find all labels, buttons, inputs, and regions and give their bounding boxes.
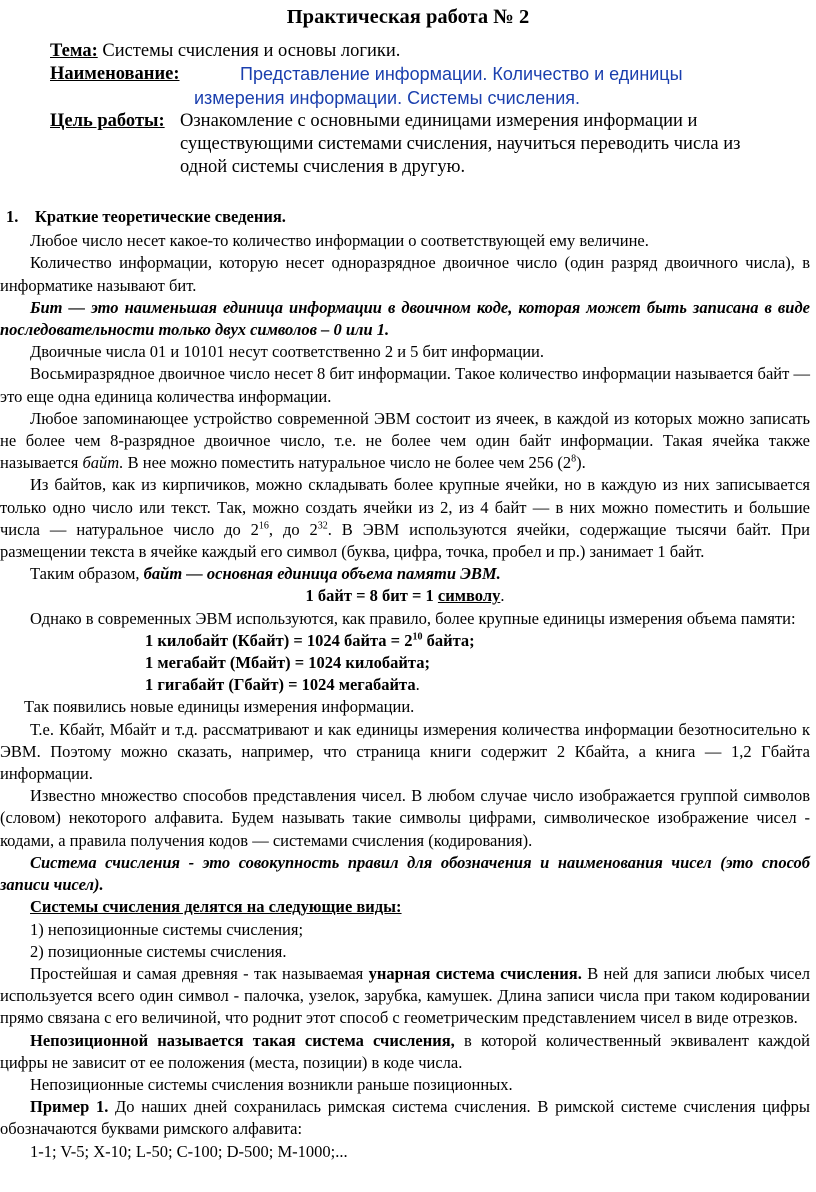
topic-line	[50, 40, 400, 62]
paragraph: Любое число несет какое-то количество информации о соответствующей ему величине.	[30, 231, 649, 251]
topic-value: Системы счисления и основы логики.	[102, 41, 401, 61]
text-run: Простейшая и самая древняя - так называемая	[30, 963, 369, 983]
text-run: байт.	[82, 453, 124, 473]
paragraph	[0, 474, 816, 563]
paragraph: Количество информации, которую несет одноразрядное двоичное число (один разряд двоичного числа), в информатике называют бит.	[0, 253, 810, 295]
goal-line2: существующими системами счисления, научиться переводить числа из	[180, 134, 741, 154]
paragraph: Однако в современных ЭВМ используются, как правило, более крупные единицы измерения объема памяти:	[30, 608, 796, 628]
section-title: Краткие теоретические сведения.	[34, 207, 286, 226]
text-run: байт — основная единица объема памяти ЭВМ.	[143, 564, 501, 584]
text-run: байта;	[422, 630, 475, 650]
text-run: в которой количественный эквивалент каждой цифры не зависит от ее положения (места, позиции) в коде числа.	[0, 1030, 810, 1072]
formula-gigabyte	[0, 674, 816, 696]
page-title: Практическая работа № 2	[286, 6, 530, 28]
text-run: Непозиционной называется такая система счисления,	[30, 1030, 455, 1050]
superscript: 16	[258, 520, 269, 532]
text-run: символу	[437, 586, 501, 606]
goal-line1: Ознакомление с основными единицами измерения информации и	[180, 111, 698, 131]
byte-equation	[0, 585, 816, 607]
formula-megabyte: 1 мегабайт (Мбайт) = 1024 килобайта;	[145, 653, 430, 673]
text-run: 1 байт = 8 бит = 1	[305, 586, 438, 606]
paragraph: 1-1; V-5; X-10; L-50; C-100; D-500; M-1000;...	[30, 1141, 348, 1161]
section-number: 1.	[6, 207, 19, 226]
text-run: Любое запоминающее устройство современной ЭВМ состоит из ячеек, в каждой из которых можно записать не более чем 8-разрядное двоичное число, т.е. не более чем один байт информации. Такая ячейка также называется	[0, 408, 810, 473]
paragraph	[0, 963, 816, 1030]
topic-label: Тема:	[50, 41, 98, 61]
document-body	[0, 206, 816, 1163]
goal-line3: одной системы счисления в другую.	[180, 157, 466, 177]
paragraph	[0, 1030, 816, 1074]
text-run: .	[415, 675, 420, 695]
text-run: унарная система счисления.	[368, 963, 582, 983]
text-run: Таким образом,	[30, 564, 144, 584]
text-run: Из байтов, как из кирпичиков, можно складывать более крупные ячейки, но в каждую из них записывается только одно число или текст. Так, можно создать ячейки из 2, из 4 байт — в них можно поместить и большие числа — натуральное число до 2	[0, 475, 810, 539]
goal-label: Цель работы:	[50, 111, 165, 131]
paragraph	[0, 563, 816, 585]
formula-kilobyte	[0, 630, 816, 652]
superscript: 32	[317, 520, 328, 532]
paragraph	[0, 408, 816, 475]
bit-definition: Бит — это наименьшая единица информации в двоичном коде, которая может быть записана в виде последовательности только двух символов – 0 или 1.	[0, 297, 810, 340]
text-run: 1 килобайт (Кбайт) = 1024 байта = 2	[145, 630, 413, 650]
name-line	[50, 63, 180, 85]
paragraph: Так появились новые единицы измерения информации.	[24, 697, 415, 717]
text-run: В ней для записи любых чисел используется всего один символ - палочка, узелок, зарубка, камушек. Длина записи числа при таком кодировании прямо связана с его величиной, что роднит этот способ с геометрическим представлением чисел в виде отрезков.	[0, 963, 810, 1028]
superscript: 8	[571, 453, 577, 465]
name-label: Наименование:	[50, 64, 180, 84]
text-run: В нее можно поместить натуральное число не более чем 256 (2	[123, 453, 572, 473]
name-value-line1: Представление информации. Количество и единицы	[240, 64, 683, 84]
superscript: 10	[412, 631, 423, 643]
section-heading	[0, 206, 816, 228]
text-run: До наших дней сохранилась римская система счисления. В римской системе счисления цифры обозначаются буквами римского алфавита:	[0, 1097, 811, 1139]
name-value-line2: измерения информации. Системы счисления.	[194, 88, 580, 108]
paragraph: Непозиционные системы счисления возникли раньше позиционных.	[30, 1074, 513, 1094]
text-run: , до 2	[268, 519, 318, 539]
paragraph: Т.е. Кбайт, Мбайт и т.д. рассматривают и как единицы измерения количества информации безотносительно к ЭВМ. Поэтому можно сказать, например, что страница книги содержит 2 Кбайта, а книга — 1,2 Гбайта информации.	[0, 719, 810, 784]
number-system-definition: Система счисления - это совокупность правил для обозначения и наименования чисел (это способ записи чисел).	[0, 852, 810, 895]
paragraph: Восьмиразрядное двоичное число несет 8 бит информации. Такое количество информации называется байт — это еще одна единица количества информации.	[0, 364, 810, 406]
paragraph: Двоичные числа 01 и 10101 несут соответственно 2 и 5 бит информации.	[30, 342, 544, 362]
text-run: ).	[576, 453, 586, 473]
paragraph: Известно множество способов представления чисел. В любом случае число изображается группой символов (словом) некоторого алфавита. Будем называть такие символы цифрами, символическое изображение чисел - кодами, а правила получения кодов — системами счисления (кодирования).	[0, 786, 810, 850]
goal-label-wrap	[50, 110, 165, 132]
paragraph	[0, 1096, 816, 1140]
text-run: 1 гигабайт (Гбайт) = 1024 мегабайта	[145, 675, 416, 695]
text-run: Пример 1.	[30, 1097, 109, 1117]
text-run: .	[500, 586, 505, 606]
types-heading: Системы счисления делятся на следующие виды:	[30, 897, 402, 917]
text-run: . В ЭВМ используются ячейки, содержащие тысячи байт. При размещении текста в ячейке каждый его символ (буква, цифра, точка, пробел и пр.) занимает 1 байт.	[0, 519, 810, 562]
list-item: 1) непозиционные системы счисления;	[30, 919, 304, 939]
list-item: 2) позиционные системы счисления.	[30, 941, 287, 961]
